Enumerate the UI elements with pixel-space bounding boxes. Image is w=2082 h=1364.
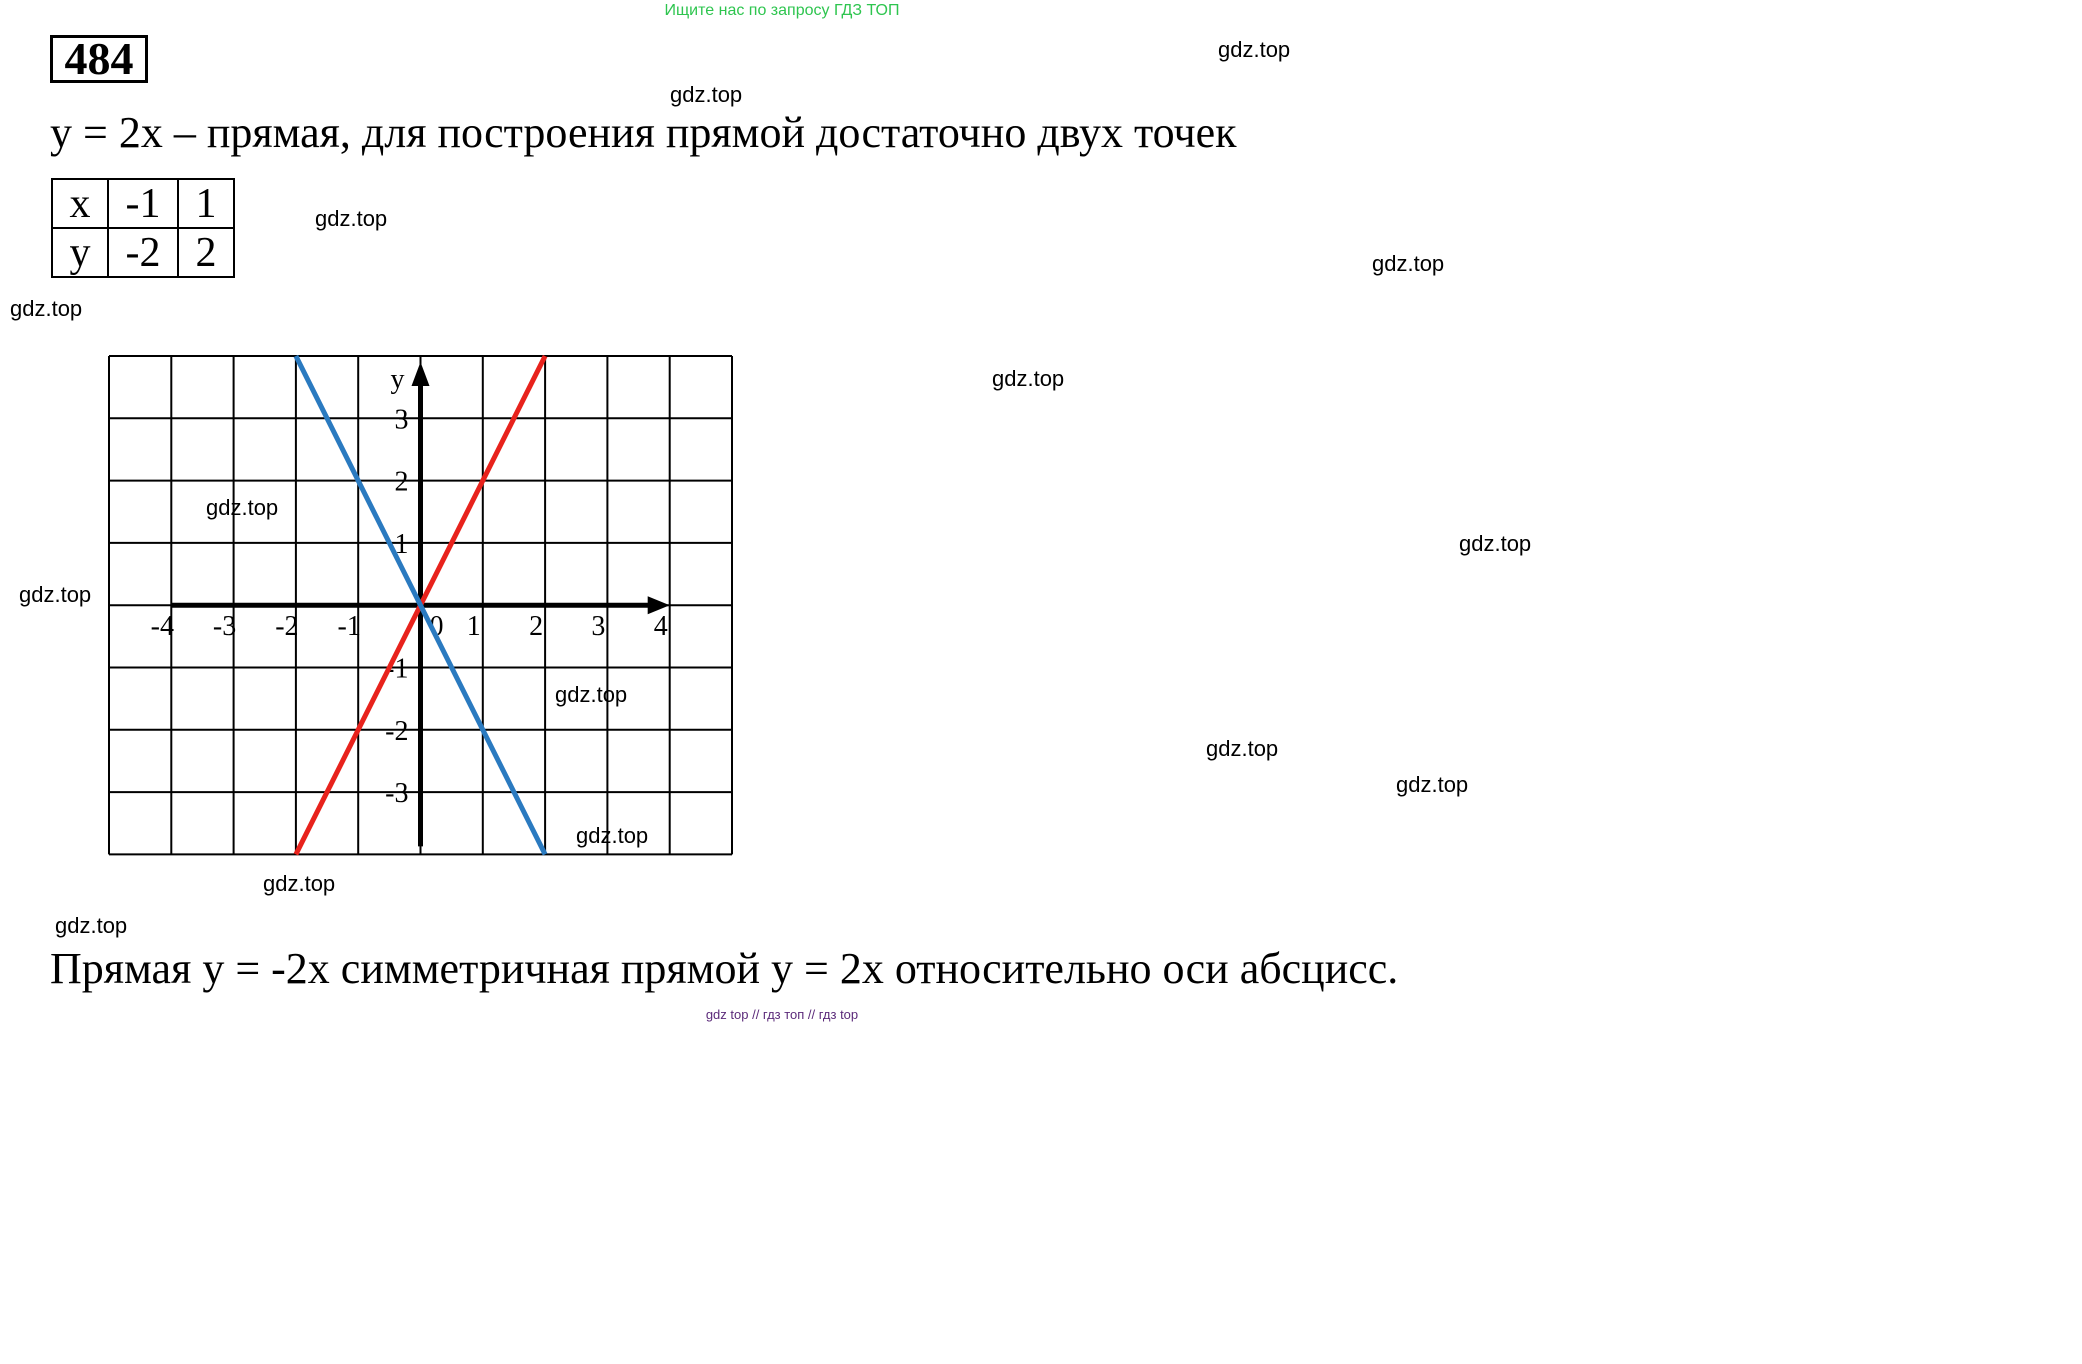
table-cell: -2 xyxy=(108,228,178,277)
watermark: gdz.top xyxy=(315,206,388,231)
problem-statement: y = 2x – прямая, для построения прямой достаточно двух точек xyxy=(50,108,1237,157)
y-axis-label: y xyxy=(390,364,405,395)
y-tick-label: 3 xyxy=(394,404,409,436)
x-tick-label: -4 xyxy=(150,611,174,643)
table-cell: -1 xyxy=(108,179,178,228)
footer-watermark: gdz top // гдз топ // гдз top xyxy=(705,1007,859,1022)
watermark: gdz.top xyxy=(55,913,128,938)
watermark: gdz.top xyxy=(555,682,628,707)
watermark: gdz.top xyxy=(992,366,1065,391)
table-cell: 1 xyxy=(178,179,234,228)
y-axis-arrow xyxy=(412,362,430,386)
watermark: gdz.top xyxy=(1218,37,1291,62)
watermark: gdz.top xyxy=(670,82,743,107)
y-tick-label: -1 xyxy=(385,653,409,685)
x-tick-label: -3 xyxy=(212,611,237,643)
problem-number: 484 xyxy=(50,35,148,83)
y-tick-label: -2 xyxy=(385,715,409,747)
y-tick-label: -3 xyxy=(385,778,409,810)
watermark: gdz.top xyxy=(1372,251,1445,276)
y-tick-label: 2 xyxy=(394,466,409,498)
x-tick-label: 3 xyxy=(591,611,606,643)
top-banner: Ищите нас по запросу ГДЗ ТОП xyxy=(664,2,900,19)
y-tick-label: 1 xyxy=(394,528,409,560)
x-tick-label: -2 xyxy=(275,611,299,643)
table-cell: y xyxy=(52,228,108,277)
table-cell: 2 xyxy=(178,228,234,277)
watermark: gdz.top xyxy=(576,823,649,848)
table-cell: x xyxy=(52,179,108,228)
watermark: gdz.top xyxy=(263,871,336,896)
x-tick-label: 4 xyxy=(653,611,668,643)
watermark: gdz.top xyxy=(206,495,279,520)
watermark: gdz.top xyxy=(1206,736,1279,761)
watermark: gdz.top xyxy=(10,296,83,321)
x-tick-label: -1 xyxy=(337,611,361,643)
x-tick-label: 1 xyxy=(466,611,481,643)
watermark: gdz.top xyxy=(1459,531,1532,556)
watermark: gdz.top xyxy=(1396,772,1469,797)
conclusion-text: Прямая y = -2x симметричная прямой y = 2x относительно оси абсцисс. xyxy=(50,944,1399,993)
x-tick-label: 2 xyxy=(529,611,544,643)
x-tick-label: 0 xyxy=(429,611,444,643)
watermark: gdz.top xyxy=(19,582,92,607)
